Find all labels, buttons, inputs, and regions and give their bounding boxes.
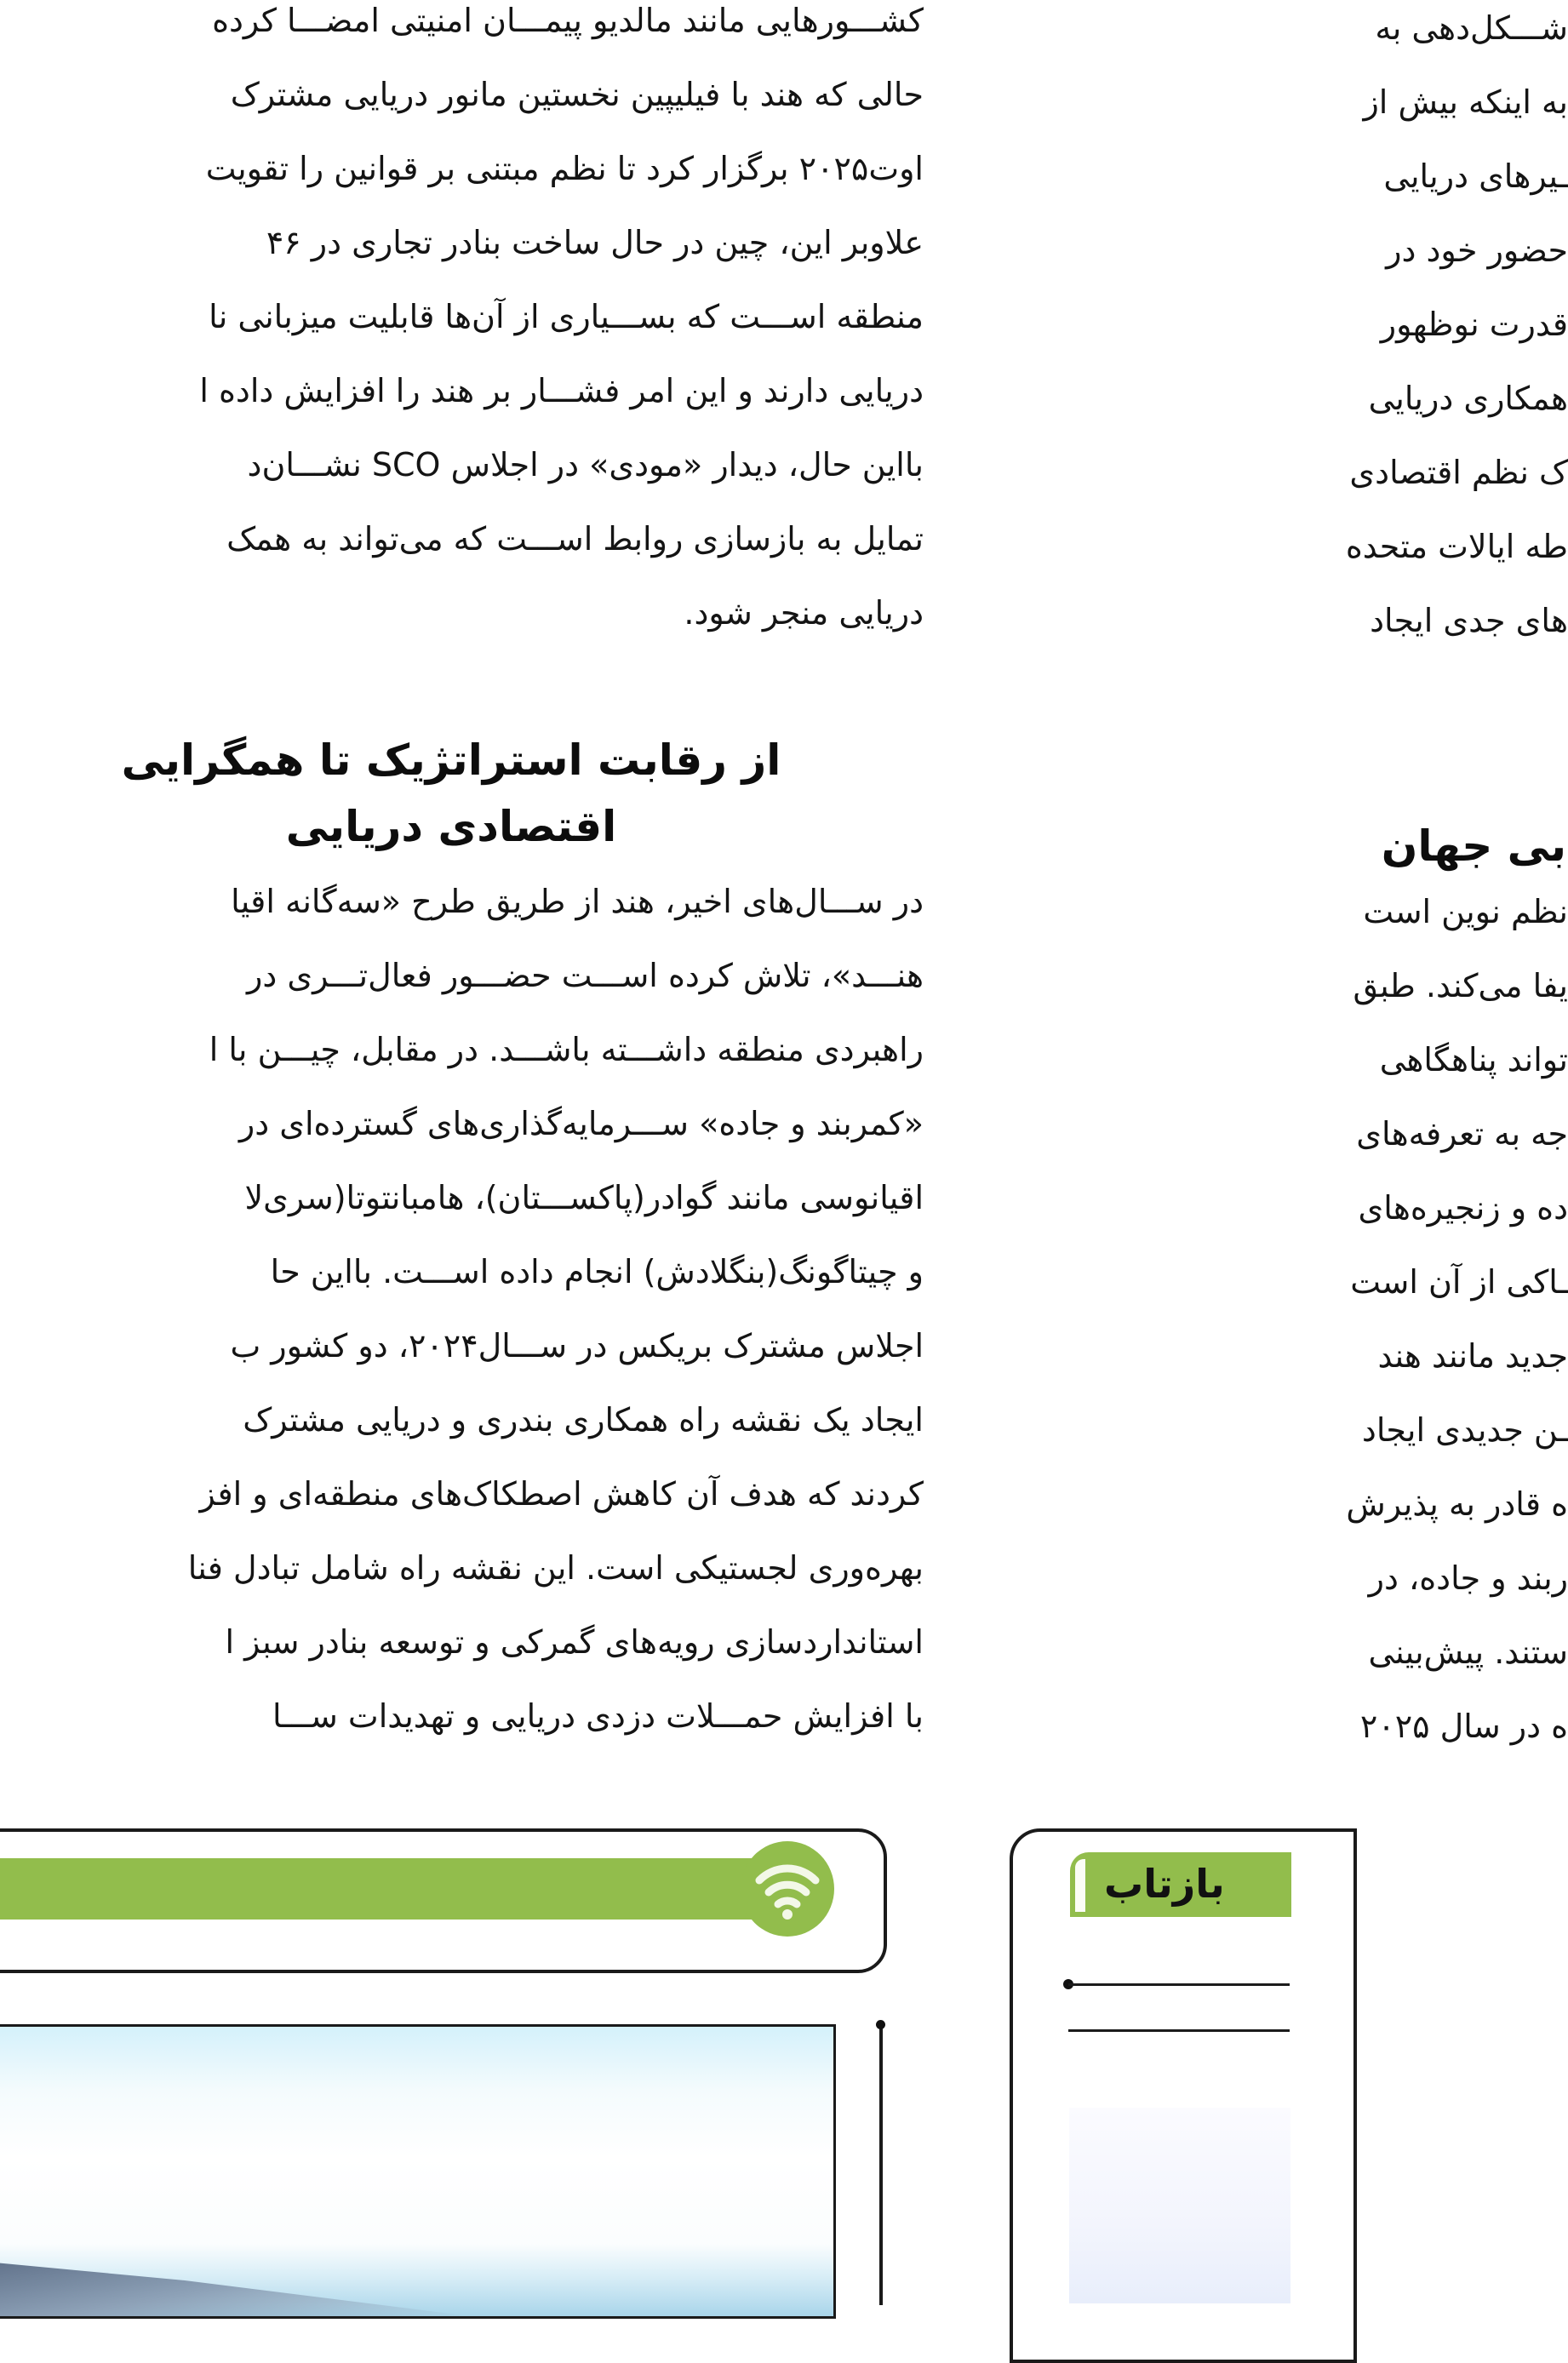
text-line: حضور خود در: [1386, 214, 1568, 288]
text-line: هنـــد»، تلاش کرده اســـت حضـــور فعال‌تـــری در: [247, 939, 924, 1013]
text-line: «کمربند و جاده» ســـرمایه‌گذاری‌های گسترده‌ای در: [239, 1087, 924, 1161]
left-article-column: [0, 0, 924, 1771]
text-line: ـاکی از آن است: [1350, 1245, 1568, 1319]
text-line: و چیتاگونگ(بنگلادش) انجام داده اســـت. بااین حا: [271, 1235, 924, 1309]
text-line: علاوبر این، چین در حال ساخت بنادر تجاری در ۴۶: [266, 206, 924, 280]
article-headline-line-1: از رقابت استراتژیک تا همگرایی: [111, 729, 792, 791]
text-line: اقیانوسی مانند گوادر(پاکســـتان)، هامبانتوتا(سری‌لا: [245, 1161, 924, 1235]
text-line: به اینکه بیش از: [1363, 66, 1568, 140]
text-line: با افزایش حمـــلات دزدی دریایی و تهدیدات ســـا: [272, 1679, 924, 1754]
text-line: دریایی دارند و این امر فشـــار بر هند را افزایش داده ا: [199, 354, 924, 428]
text-line: همکاری دریایی: [1369, 362, 1568, 436]
photo-landscape: [0, 2257, 471, 2316]
text-line: تواند پناهگاهی: [1380, 1023, 1568, 1097]
text-line: شـــکل‌دهی به: [1375, 0, 1568, 66]
text-line: نظم نوین است: [1363, 875, 1568, 949]
text-line: های جدی ایجاد: [1370, 584, 1568, 658]
text-line: ک نظم اقتصادی: [1349, 436, 1568, 510]
text-line: بااین حال، دیدار «مودی» در اجلاس SCO نشـــان‌د: [248, 428, 924, 502]
rule-end-dot: [876, 2020, 885, 2029]
section-rule-bottom: [1068, 2029, 1290, 2032]
text-line: اجلاس مشترک بریکس در ســـال۲۰۲۴، دو کشور ب: [230, 1309, 924, 1383]
news-photo-right: [1069, 2108, 1290, 2303]
text-line: یفا می‌کند. طبق: [1353, 949, 1568, 1023]
text-line: ه قادر به پذیرش: [1346, 1468, 1568, 1542]
text-line: ـن جدیدی ایجاد: [1362, 1393, 1568, 1468]
right-article-column: [1003, 0, 1277, 1771]
section-tab-label: بازتاب: [1104, 1856, 1225, 1912]
text-line: استانداردسازی رویه‌های گمرکی و توسعه بنادر سبز ا: [226, 1605, 924, 1679]
vertical-rule: [879, 2024, 883, 2305]
text-line: جه به تعرفه‌های: [1356, 1097, 1568, 1171]
right-section-heading: بی جهان: [1382, 815, 1566, 877]
text-line: منطقه اســـت که بســـیاری از آن‌ها قابلیت میزبانی نا: [209, 280, 924, 354]
text-line: ایجاد یک نقشه راه همکاری بندری و دریایی مشترک: [243, 1383, 924, 1457]
text-line: راهبردی منطقه داشـــته باشـــد. در مقابل، چیـــن با ا: [209, 1013, 924, 1087]
text-line: قدرت نوظهور: [1381, 288, 1568, 362]
text-line: اوت۲۰۲۵ برگزار کرد تا نظم مبتنی بر قوانین را تقویت: [206, 132, 924, 206]
text-line: ربند و جاده، در: [1369, 1542, 1568, 1616]
right-column-body-area: [970, 0, 1566, 1771]
wifi-icon: [741, 1841, 834, 1937]
left-section-banner-bar: [0, 1858, 766, 1920]
text-line: تمایل به بازسازی روابط اســـت که می‌تواند به همک: [226, 502, 924, 576]
text-line: دریایی منجر شود.: [684, 576, 924, 650]
news-photo-left: [0, 2024, 836, 2319]
text-line: ـیرهای دریایی: [1383, 140, 1568, 214]
text-line: کشـــورهایی مانند مالدیو پیمـــان امنیتی امضـــا کرده: [212, 0, 924, 58]
text-line: جدید مانند هند: [1378, 1319, 1568, 1393]
text-line: کردند که هدف آن کاهش اصطکاک‌های منطقه‌ای و افز: [200, 1457, 924, 1531]
tab-notch: [1075, 1859, 1085, 1912]
text-line: حالی که هند با فیلیپین نخستین مانور دریایی مشترک: [231, 58, 924, 132]
section-rule-top: [1068, 1983, 1290, 1986]
article-headline-line-2: اقتصادی دریایی: [111, 796, 792, 857]
text-line: در ســـال‌های اخیر، هند از طریق طرح «سه‌گانه اقیا: [231, 865, 924, 939]
text-line: ستند. پیش‌بینی: [1368, 1616, 1568, 1690]
text-line: بهره‌وری لجستیکی است. این نقشه راه شامل تبادل فنا: [188, 1531, 924, 1605]
text-line: طه ایالات متحده: [1346, 510, 1568, 584]
text-line: ده و زنجیره‌های: [1359, 1171, 1568, 1245]
section-tab: [1070, 1852, 1291, 1917]
text-line: ه در سال ۲۰۲۵: [1360, 1690, 1568, 1764]
